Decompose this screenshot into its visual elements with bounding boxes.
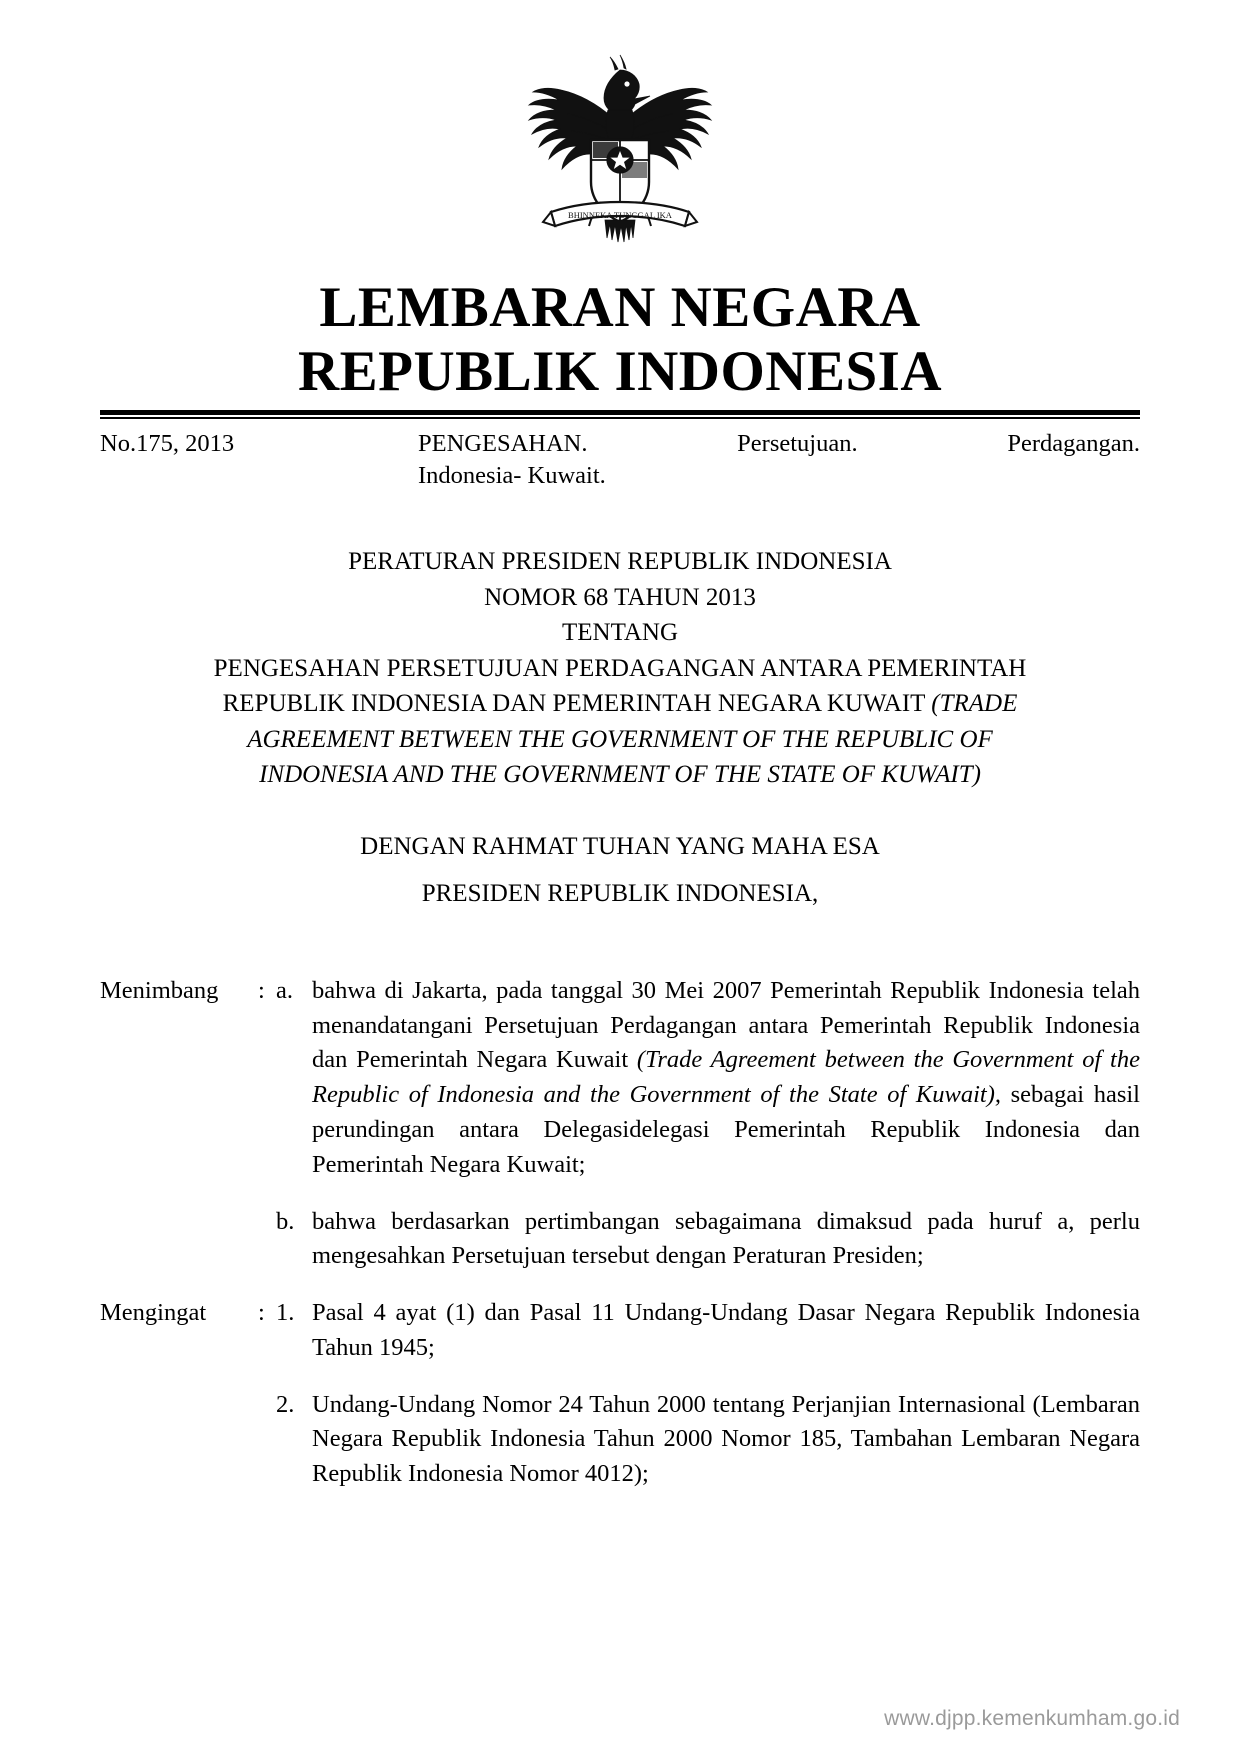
gazette-number: No.175, 2013 xyxy=(100,429,235,457)
clause-mengingat-1 xyxy=(100,1296,1140,1366)
clause-marker: a. xyxy=(276,976,293,1004)
title-line-1: PERATURAN PRESIDEN REPUBLIK INDONESIA xyxy=(348,548,892,576)
gazette-subjects-line-1: PENGESAHAN. Persetujuan. Perdagangan. xyxy=(418,429,1140,457)
preamble-block xyxy=(100,829,1140,912)
gazette-subjects xyxy=(418,428,1140,493)
title-line-5 xyxy=(100,686,1140,722)
clause-text-part-1: bahwa berdasarkan pertimbangan sebagaimana dimaksud pada huruf a, perlu mengesahkan Persetujuan tersebut dengan Peraturan Presiden; xyxy=(312,1207,1140,1270)
clause-text-italic: (Trade Agreement between the Government of the Republic of Indonesia and the Government of the State of Kuwait), xyxy=(312,1046,1140,1109)
clause-label: Mengingat xyxy=(100,1299,207,1327)
clause-text-part-1: bahwa di Jakarta, pada tanggal 30 Mei 2007 Pemerintah Republik Indonesia telah menandatangani Persetujuan Perdagangan antara Pemerintah Republik Indonesia dan Pemerintah Negara Kuwait xyxy=(312,976,1140,1074)
footer-watermark: www.djpp.kemenkumham.go.id xyxy=(884,1707,1180,1730)
title-line-7: INDONESIA AND THE GOVERNMENT OF THE STATE OF KUWAIT) xyxy=(259,761,981,789)
clause-colon: : xyxy=(258,976,265,1004)
clause-marker: 2. xyxy=(276,1390,295,1418)
title-line-6: AGREEMENT BETWEEN THE GOVERNMENT OF THE REPUBLIC OF xyxy=(247,725,993,753)
gazette-meta-row xyxy=(100,428,1140,493)
title-line-5-italic: (TRADE xyxy=(931,690,1018,718)
masthead-line-2: REPUBLIK INDONESIA xyxy=(297,339,943,403)
garuda-pancasila-emblem xyxy=(505,52,735,262)
masthead-line-1: LEMBARAN NEGARA xyxy=(319,276,921,339)
clause-label: Menimbang xyxy=(100,976,219,1004)
regulation-title-block xyxy=(100,544,1140,793)
clause-menimbang-b xyxy=(100,1205,1140,1275)
clause-text xyxy=(312,974,1140,1183)
preamble-line-2: PRESIDEN REPUBLIK INDONESIA, xyxy=(421,880,819,908)
title-line-3: TENTANG xyxy=(561,619,679,647)
clause-text-part-1: Undang-Undang Nomor 24 Tahun 2000 tentang Perjanjian Internasional (Lembaran Negara Republik Indonesia Tahun 2000 Nomor 185, Tambahan Lembaran Negara Republik Indonesia Nomor 4012); xyxy=(312,1390,1140,1488)
clause-text xyxy=(312,1388,1140,1492)
clause-text xyxy=(312,1296,1140,1366)
masthead xyxy=(100,276,1140,404)
consideranda-block xyxy=(100,974,1140,1492)
clause-text xyxy=(312,1205,1140,1275)
title-line-5-plain: REPUBLIK INDONESIA DAN PEMERINTAH NEGARA KUWAIT xyxy=(222,690,932,718)
clause-marker: 1. xyxy=(276,1299,295,1327)
emblem-container xyxy=(100,0,1140,262)
masthead-divider-rule xyxy=(100,410,1140,419)
title-line-2: NOMOR 68 TAHUN 2013 xyxy=(484,583,756,611)
clause-colon: : xyxy=(258,1299,265,1327)
clause-text-part-2: sebagai hasil perundingan antara Delegasidelegasi Pemerintah Republik Indonesia dan Pemerintah Negara Kuwait; xyxy=(312,1081,1140,1178)
emblem-motto-text: BHINNEKA TUNGGAL IKA xyxy=(568,210,672,220)
gazette-subjects-line-2: Indonesia- Kuwait. xyxy=(418,461,606,489)
clause-marker: b. xyxy=(276,1207,295,1235)
title-line-4: PENGESAHAN PERSETUJUAN PERDAGANGAN ANTARA PEMERINTAH xyxy=(213,654,1027,682)
preamble-line-1: DENGAN RAHMAT TUHAN YANG MAHA ESA xyxy=(360,832,880,860)
clause-mengingat-2 xyxy=(100,1388,1140,1492)
clause-menimbang-a xyxy=(100,974,1140,1183)
clause-text-part-1: Pasal 4 ayat (1) dan Pasal 11 Undang-Undang Dasar Negara Republik Indonesia Tahun 1945; xyxy=(312,1299,1140,1361)
